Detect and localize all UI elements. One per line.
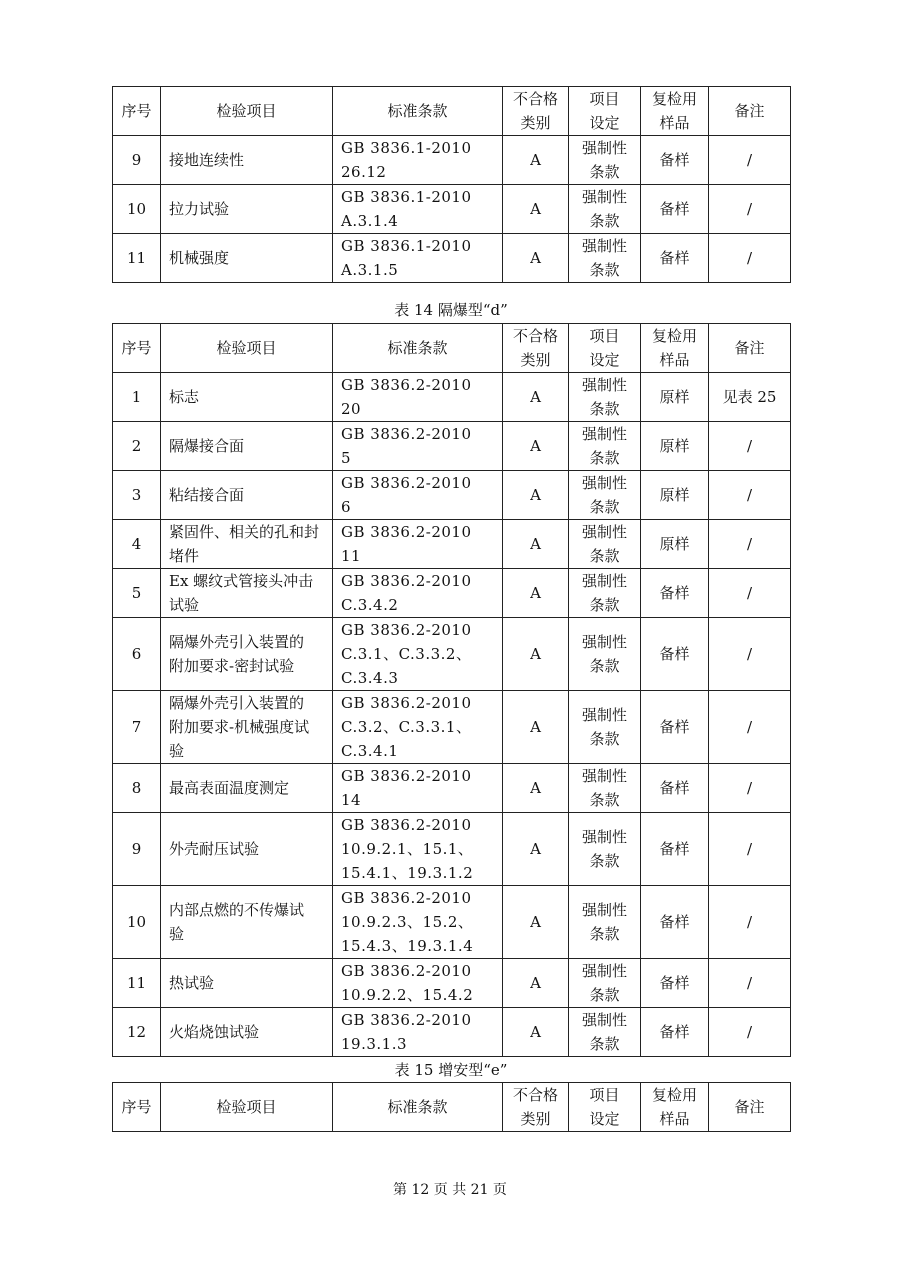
table-row bbox=[113, 569, 791, 618]
row-std bbox=[333, 764, 503, 813]
row-setting-line: 条款 bbox=[589, 498, 620, 516]
row-std-line: GB 3836.2-2010 bbox=[341, 621, 472, 639]
row-item-line: 内部点燃的不传爆试 bbox=[169, 901, 305, 919]
row-setting-line: 强制性 bbox=[581, 706, 627, 724]
row-category: A bbox=[503, 136, 569, 185]
row-no: 9 bbox=[113, 136, 161, 185]
row-category: A bbox=[503, 569, 569, 618]
table15 bbox=[112, 1082, 791, 1132]
row-category: A bbox=[503, 764, 569, 813]
row-note: / bbox=[709, 1008, 791, 1057]
row-category: A bbox=[503, 373, 569, 422]
row-item bbox=[161, 136, 333, 185]
header-no: 序号 bbox=[113, 87, 161, 136]
header-sample bbox=[641, 324, 709, 373]
row-std bbox=[333, 373, 503, 422]
table-row bbox=[113, 691, 791, 764]
row-std-line: C.3.4.2 bbox=[341, 596, 399, 614]
header-row bbox=[113, 1083, 791, 1132]
header-sample-l2: 样品 bbox=[659, 351, 690, 369]
row-setting bbox=[569, 691, 641, 764]
row-setting-line: 强制性 bbox=[581, 523, 627, 541]
row-setting-line: 条款 bbox=[589, 730, 620, 748]
header-setting-l1: 项目 bbox=[589, 327, 620, 345]
row-setting bbox=[569, 1008, 641, 1057]
table-row bbox=[113, 959, 791, 1008]
table14 bbox=[112, 323, 791, 1057]
row-setting-line: 条款 bbox=[589, 657, 620, 675]
table-row bbox=[113, 618, 791, 691]
row-item-line: 拉力试验 bbox=[169, 200, 230, 218]
header-category-l2: 类别 bbox=[520, 1110, 551, 1128]
table-row bbox=[113, 373, 791, 422]
row-setting bbox=[569, 373, 641, 422]
row-std-line: GB 3836.1-2010 bbox=[341, 139, 472, 157]
row-std-line: C.3.2、C.3.3.1、 bbox=[341, 718, 472, 736]
header-note: 备注 bbox=[709, 1083, 791, 1132]
row-std-line: 10.9.2.2、15.4.2 bbox=[341, 986, 474, 1004]
row-sample: 原样 bbox=[641, 373, 709, 422]
row-item-line: 接地连续性 bbox=[169, 151, 245, 169]
row-no: 1 bbox=[113, 373, 161, 422]
header-setting-l1: 项目 bbox=[589, 1086, 620, 1104]
row-item-line: 紧固件、相关的孔和封 bbox=[169, 523, 320, 541]
row-std bbox=[333, 886, 503, 959]
row-std-line: 14 bbox=[341, 791, 362, 809]
row-std bbox=[333, 136, 503, 185]
row-setting-line: 条款 bbox=[589, 449, 620, 467]
row-item bbox=[161, 234, 333, 283]
row-setting-line: 强制性 bbox=[581, 425, 627, 443]
table-row bbox=[113, 764, 791, 813]
row-setting-line: 强制性 bbox=[581, 767, 627, 785]
table-row bbox=[113, 422, 791, 471]
row-std-line: 15.4.3、19.3.1.4 bbox=[341, 937, 474, 955]
row-no: 11 bbox=[113, 234, 161, 283]
header-std: 标准条款 bbox=[333, 324, 503, 373]
header-category-l1: 不合格 bbox=[512, 327, 558, 345]
header-category-l1: 不合格 bbox=[512, 1086, 558, 1104]
row-sample: 备样 bbox=[641, 136, 709, 185]
row-std-line: GB 3836.2-2010 bbox=[341, 572, 472, 590]
row-item-line: 附加要求-机械强度试 bbox=[169, 718, 310, 736]
row-no: 10 bbox=[113, 185, 161, 234]
row-setting bbox=[569, 422, 641, 471]
row-setting-line: 强制性 bbox=[581, 237, 627, 255]
row-setting bbox=[569, 136, 641, 185]
row-setting bbox=[569, 959, 641, 1008]
header-sample-l1: 复检用 bbox=[651, 90, 697, 108]
row-note: / bbox=[709, 813, 791, 886]
row-category: A bbox=[503, 520, 569, 569]
table15-caption: 表 15 增安型“e” bbox=[394, 1061, 508, 1079]
row-std-line: 6 bbox=[341, 498, 352, 516]
row-std-line: 19.3.1.3 bbox=[341, 1035, 408, 1053]
row-category: A bbox=[503, 1008, 569, 1057]
header-sample-l2: 样品 bbox=[659, 114, 690, 132]
row-std bbox=[333, 185, 503, 234]
row-category: A bbox=[503, 886, 569, 959]
header-std: 标准条款 bbox=[333, 87, 503, 136]
header-item: 检验项目 bbox=[161, 324, 333, 373]
row-sample: 备样 bbox=[641, 959, 709, 1008]
table-row bbox=[113, 185, 791, 234]
row-item bbox=[161, 1008, 333, 1057]
row-std-line: 26.12 bbox=[341, 163, 387, 181]
row-sample: 备样 bbox=[641, 813, 709, 886]
row-std bbox=[333, 422, 503, 471]
header-item: 检验项目 bbox=[161, 1083, 333, 1132]
header-category bbox=[503, 1083, 569, 1132]
row-setting bbox=[569, 185, 641, 234]
row-category: A bbox=[503, 185, 569, 234]
row-note: / bbox=[709, 764, 791, 813]
row-setting-line: 条款 bbox=[589, 163, 620, 181]
row-no: 11 bbox=[113, 959, 161, 1008]
row-std-line: GB 3836.2-2010 bbox=[341, 474, 472, 492]
header-category-l2: 类别 bbox=[520, 114, 551, 132]
table-row bbox=[113, 471, 791, 520]
table-row bbox=[113, 886, 791, 959]
row-sample: 备样 bbox=[641, 618, 709, 691]
row-item-line: Ex 螺纹式管接头冲击 bbox=[169, 572, 314, 590]
row-std-line: 10.9.2.1、15.1、 bbox=[341, 840, 474, 858]
header-sample-l2: 样品 bbox=[659, 1110, 690, 1128]
table-row bbox=[113, 234, 791, 283]
table-continued-body bbox=[113, 87, 791, 283]
row-setting bbox=[569, 618, 641, 691]
header-setting-l2: 设定 bbox=[589, 1110, 620, 1128]
row-item bbox=[161, 959, 333, 1008]
row-item bbox=[161, 471, 333, 520]
row-item-line: 隔爆外壳引入装置的 bbox=[169, 633, 305, 651]
row-category: A bbox=[503, 471, 569, 520]
row-setting bbox=[569, 764, 641, 813]
row-category: A bbox=[503, 959, 569, 1008]
row-std-line: GB 3836.2-2010 bbox=[341, 694, 472, 712]
row-std-line: GB 3836.2-2010 bbox=[341, 816, 472, 834]
header-category-l2: 类别 bbox=[520, 351, 551, 369]
table15-body bbox=[113, 1083, 791, 1132]
row-no: 9 bbox=[113, 813, 161, 886]
row-item-line: 隔爆外壳引入装置的 bbox=[169, 694, 305, 712]
row-item-line: 验 bbox=[169, 742, 185, 760]
header-sample bbox=[641, 1083, 709, 1132]
row-note: / bbox=[709, 185, 791, 234]
row-std-line: GB 3836.2-2010 bbox=[341, 767, 472, 785]
row-note: / bbox=[709, 886, 791, 959]
row-item bbox=[161, 813, 333, 886]
row-std-line: 5 bbox=[341, 449, 352, 467]
row-setting-line: 条款 bbox=[589, 1035, 620, 1053]
row-sample: 备样 bbox=[641, 234, 709, 283]
row-sample: 备样 bbox=[641, 569, 709, 618]
row-setting-line: 强制性 bbox=[581, 572, 627, 590]
table-continued bbox=[112, 86, 791, 283]
header-item: 检验项目 bbox=[161, 87, 333, 136]
row-sample: 备样 bbox=[641, 1008, 709, 1057]
row-setting-line: 强制性 bbox=[581, 1011, 627, 1029]
table14-caption: 表 14 隔爆型“d” bbox=[394, 301, 508, 319]
row-item-line: 外壳耐压试验 bbox=[169, 840, 260, 858]
row-setting-line: 条款 bbox=[589, 596, 620, 614]
row-setting bbox=[569, 520, 641, 569]
row-std bbox=[333, 569, 503, 618]
header-setting bbox=[569, 1083, 641, 1132]
row-note: / bbox=[709, 691, 791, 764]
row-setting bbox=[569, 886, 641, 959]
row-setting-line: 条款 bbox=[589, 400, 620, 418]
row-item-line: 标志 bbox=[169, 388, 200, 406]
row-setting bbox=[569, 569, 641, 618]
header-setting-l2: 设定 bbox=[589, 114, 620, 132]
header-sample-l1: 复检用 bbox=[651, 1086, 697, 1104]
row-std-line: GB 3836.2-2010 bbox=[341, 962, 472, 980]
row-item-line: 最高表面温度测定 bbox=[169, 779, 290, 797]
row-note: 见表 25 bbox=[709, 373, 791, 422]
row-std-line: 20 bbox=[341, 400, 362, 418]
header-setting-l1: 项目 bbox=[589, 90, 620, 108]
table-row bbox=[113, 813, 791, 886]
row-setting-line: 强制性 bbox=[581, 474, 627, 492]
row-note: / bbox=[709, 422, 791, 471]
row-note: / bbox=[709, 471, 791, 520]
row-sample: 备样 bbox=[641, 691, 709, 764]
header-setting bbox=[569, 87, 641, 136]
row-sample: 原样 bbox=[641, 471, 709, 520]
row-setting bbox=[569, 813, 641, 886]
table-row bbox=[113, 1008, 791, 1057]
row-setting-line: 强制性 bbox=[581, 962, 627, 980]
row-std bbox=[333, 471, 503, 520]
row-setting-line: 强制性 bbox=[581, 376, 627, 394]
row-category: A bbox=[503, 422, 569, 471]
header-no: 序号 bbox=[113, 1083, 161, 1132]
row-note: / bbox=[709, 520, 791, 569]
row-setting-line: 强制性 bbox=[581, 901, 627, 919]
row-item-line: 热试验 bbox=[169, 974, 215, 992]
row-no: 7 bbox=[113, 691, 161, 764]
row-note: / bbox=[709, 618, 791, 691]
row-item-line: 隔爆接合面 bbox=[169, 437, 245, 455]
row-item bbox=[161, 569, 333, 618]
row-setting-line: 条款 bbox=[589, 791, 620, 809]
row-sample: 原样 bbox=[641, 422, 709, 471]
row-no: 4 bbox=[113, 520, 161, 569]
row-std-line: A.3.1.5 bbox=[341, 261, 399, 279]
header-setting-l2: 设定 bbox=[589, 351, 620, 369]
row-sample: 原样 bbox=[641, 520, 709, 569]
row-item-line: 堵件 bbox=[169, 547, 200, 565]
row-item-line: 附加要求-密封试验 bbox=[169, 657, 295, 675]
row-category: A bbox=[503, 691, 569, 764]
row-no: 3 bbox=[113, 471, 161, 520]
row-no: 5 bbox=[113, 569, 161, 618]
row-sample: 备样 bbox=[641, 886, 709, 959]
row-item bbox=[161, 691, 333, 764]
row-std-line: GB 3836.2-2010 bbox=[341, 523, 472, 541]
header-no: 序号 bbox=[113, 324, 161, 373]
row-sample: 备样 bbox=[641, 764, 709, 813]
header-row bbox=[113, 324, 791, 373]
row-no: 8 bbox=[113, 764, 161, 813]
row-item bbox=[161, 764, 333, 813]
row-item-line: 试验 bbox=[169, 596, 200, 614]
row-std bbox=[333, 959, 503, 1008]
row-item bbox=[161, 422, 333, 471]
row-no: 10 bbox=[113, 886, 161, 959]
row-note: / bbox=[709, 959, 791, 1008]
header-sample-l1: 复检用 bbox=[651, 327, 697, 345]
row-setting bbox=[569, 471, 641, 520]
table-row bbox=[113, 136, 791, 185]
header-setting bbox=[569, 324, 641, 373]
row-std bbox=[333, 691, 503, 764]
row-no: 6 bbox=[113, 618, 161, 691]
row-setting-line: 条款 bbox=[589, 212, 620, 230]
row-setting-line: 条款 bbox=[589, 925, 620, 943]
row-std-line: GB 3836.1-2010 bbox=[341, 237, 472, 255]
row-setting-line: 强制性 bbox=[581, 633, 627, 651]
row-category: A bbox=[503, 813, 569, 886]
row-category: A bbox=[503, 234, 569, 283]
row-std-line: 11 bbox=[341, 547, 362, 565]
table-row bbox=[113, 520, 791, 569]
row-setting-line: 条款 bbox=[589, 547, 620, 565]
row-std-line: GB 3836.2-2010 bbox=[341, 425, 472, 443]
row-item-line: 机械强度 bbox=[169, 249, 230, 267]
row-setting bbox=[569, 234, 641, 283]
header-note: 备注 bbox=[709, 324, 791, 373]
row-item-line: 验 bbox=[169, 925, 185, 943]
row-std-line: GB 3836.2-2010 bbox=[341, 889, 472, 907]
row-std bbox=[333, 520, 503, 569]
row-item-line: 粘结接合面 bbox=[169, 486, 245, 504]
row-item bbox=[161, 373, 333, 422]
row-note: / bbox=[709, 569, 791, 618]
row-std-line: GB 3836.2-2010 bbox=[341, 1011, 472, 1029]
row-std-line: A.3.1.4 bbox=[341, 212, 399, 230]
header-category bbox=[503, 324, 569, 373]
header-note: 备注 bbox=[709, 87, 791, 136]
row-std bbox=[333, 1008, 503, 1057]
row-setting-line: 强制性 bbox=[581, 188, 627, 206]
header-category bbox=[503, 87, 569, 136]
row-no: 2 bbox=[113, 422, 161, 471]
row-std bbox=[333, 813, 503, 886]
row-sample: 备样 bbox=[641, 185, 709, 234]
row-setting-line: 条款 bbox=[589, 261, 620, 279]
row-note: / bbox=[709, 136, 791, 185]
row-setting-line: 条款 bbox=[589, 852, 620, 870]
row-std bbox=[333, 618, 503, 691]
row-item-line: 火焰烧蚀试验 bbox=[169, 1023, 260, 1041]
row-std-line: GB 3836.2-2010 bbox=[341, 376, 472, 394]
page-footer: 第 12 页 共 21 页 bbox=[393, 1182, 507, 1198]
row-std-line: C.3.1、C.3.3.2、 bbox=[341, 645, 472, 663]
row-setting-line: 强制性 bbox=[581, 828, 627, 846]
row-no: 12 bbox=[113, 1008, 161, 1057]
header-sample bbox=[641, 87, 709, 136]
row-item bbox=[161, 185, 333, 234]
row-item bbox=[161, 618, 333, 691]
row-std bbox=[333, 234, 503, 283]
row-category: A bbox=[503, 618, 569, 691]
row-std-line: 15.4.1、19.3.1.2 bbox=[341, 864, 474, 882]
row-std-line: 10.9.2.3、15.2、 bbox=[341, 913, 474, 931]
header-std: 标准条款 bbox=[333, 1083, 503, 1132]
table14-body bbox=[113, 324, 791, 1057]
row-std-line: C.3.4.3 bbox=[341, 669, 399, 687]
header-row bbox=[113, 87, 791, 136]
header-category-l1: 不合格 bbox=[512, 90, 558, 108]
row-item bbox=[161, 520, 333, 569]
row-std-line: GB 3836.1-2010 bbox=[341, 188, 472, 206]
row-setting-line: 强制性 bbox=[581, 139, 627, 157]
row-std-line: C.3.4.1 bbox=[341, 742, 399, 760]
row-item bbox=[161, 886, 333, 959]
row-setting-line: 条款 bbox=[589, 986, 620, 1004]
row-note: / bbox=[709, 234, 791, 283]
